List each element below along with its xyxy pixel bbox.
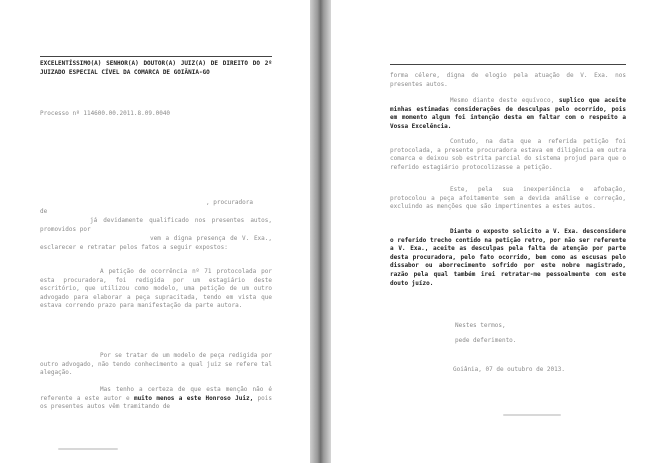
scan-smudge [58, 448, 118, 450]
closing-line-1: Nestes termos, [455, 322, 506, 329]
paragraph-1: A petição de ocorrência nº 71 protocolada por esta procuradora, foi redigida por um estagiário deste escritório, que utilizou como modelo, uma petição de um outro advogado para elaborar a peça supracitada, tendo em vista que estava correndo prazo para manifestação da parte autora. [40, 268, 276, 310]
paragraph-b-bold: suplico que aceite minhas estimadas considerações de desculpas pelo ocorrido, pois em momento algum foi intenção desta em faltar com o respeito a Vossa Excelência. [390, 97, 630, 130]
place-and-date: Goiânia, 07 de outubro de 2013. [453, 366, 565, 373]
document-page-right [331, 0, 659, 463]
paragraph-e: Diante o exposto solicito a V. Exa. desconsidere o referido trecho contido na petição retro, por não ser referente a V. Exa., aceite as desculpas pela falta de atenção por parte desta procuradora, pelo fato ocorrido, bem como as escusas pelo dissabor ou aborrecimento sofrido por este nobre magistrado, razão pela qual também irei retratar-me pessoalmente com este douto juízo. [390, 228, 630, 287]
paragraph-c: Contudo, na data que a referida petição foi protocolada, a presente procuradora estava em diligência em outra comarca e deixou sob estrita parcial do sistema projud para que o referido estagiário protocolizasse a petição. [390, 138, 630, 171]
heading-rule [40, 56, 272, 57]
paragraph-3-lead: Mas tenho a certeza de que esta menção não é referente a este autor e [40, 386, 276, 402]
paragraph-b-lead: Mesmo diante deste equívoco, [450, 97, 555, 104]
paragraph-b [390, 97, 630, 131]
attorney-name-tail: , procuradora [206, 199, 253, 206]
process-number: Processo nº 114600.00.2011.8.09.0040 [40, 110, 171, 117]
paragraph-a: forma célere, digna de elogio pela atuação de V. Exa. nos presentes autos. [390, 72, 630, 88]
paragraph-2: Por se tratar de um modelo de peça redigida por outro advogado, não tendo conhecimento a qual juiz se refere tal alegação. [40, 352, 276, 377]
paragraph-3-tail: pois os presentes autos vêm tramitando de [40, 394, 276, 411]
qualification-text: já devidamente qualificado nos presentes autos, promovidos por [40, 217, 276, 233]
page-top-rule [390, 64, 626, 65]
paragraph-3 [40, 386, 276, 412]
vem-text: vem a digna presença de V. Exa., esclarecer e retratar pelos fatos a seguir expostos: [40, 235, 276, 251]
paragraph-3-bold: muito menos a este Honroso Juiz, [133, 394, 254, 402]
signature-smudge [503, 414, 561, 416]
paragraph-d: Este, pela sua inexperiência e afobação, protocolou a peça afoitamente sem a devida análise e correção, excluindo as menções que são impertinentes a estes autos. [390, 186, 630, 211]
page-gutter [310, 0, 331, 463]
closing-line-2: pede deferimento. [455, 337, 517, 344]
document-page-left [0, 0, 310, 463]
court-heading: EXCELENTÍSSIMO(A) SENHOR(A) DOUTOR(A) JUIZ(A) DE DIREITO DO 2º JUIZADO ESPECIAL CÍVEL DA COMARCA DE GOIÂNIA-GO [40, 60, 276, 76]
de-label: de [40, 208, 48, 215]
